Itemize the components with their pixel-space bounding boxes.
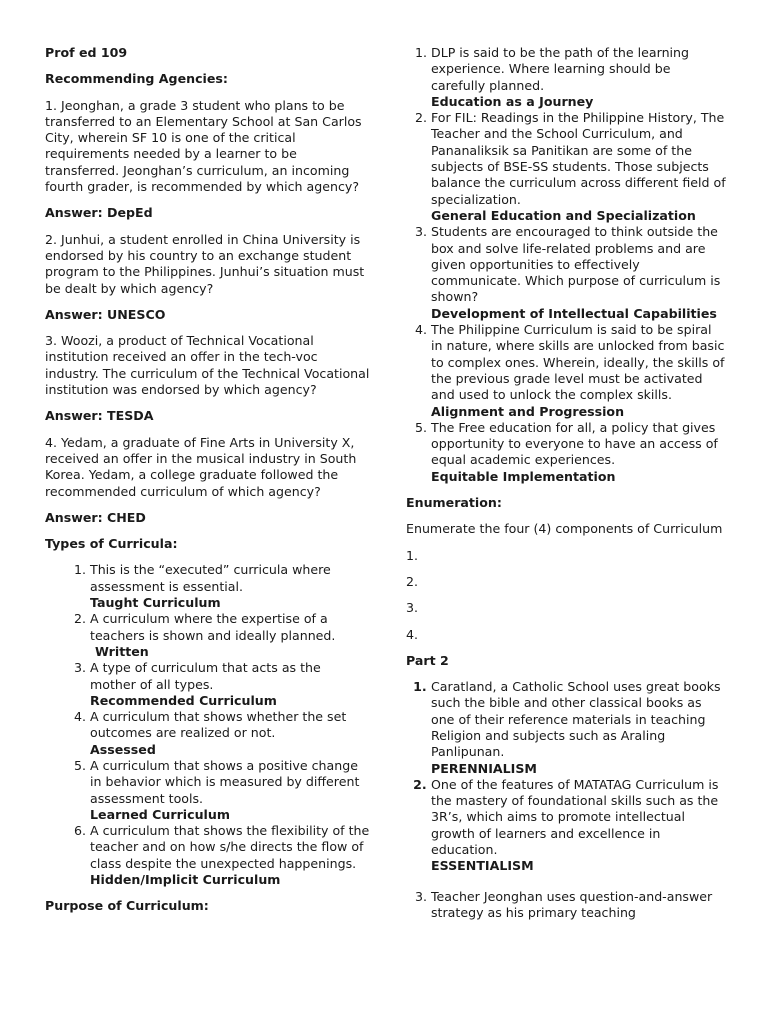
list-item: 2. One of the features of MATATAG Curriculum is the mastery of foundational skills such as the 3R’s, which aims to promote intellectual growth of learners and excellence in education. ESSENTIALISM	[431, 777, 726, 875]
question-4: 4. Yedam, a graduate of Fine Arts in University X, received an offer in the musical industry in South Korea. Yedam, a college graduate followed the recommended curriculum of which agency?	[45, 434, 357, 499]
types-list	[45, 562, 370, 888]
section-heading-types-of-curricula: Types of Curricula:	[45, 536, 178, 552]
list-item: 3. Teacher Jeonghan uses question-and-answer strategy as his primary teaching	[431, 889, 726, 922]
purposes-list	[386, 45, 726, 485]
right-column	[406, 45, 726, 931]
list-item: 4. A curriculum that shows whether the set outcomes are realized or not. Assessed	[90, 709, 370, 758]
list-item: 5. A curriculum that shows a positive change in behavior which is measured by different assessment tools. Learned Curriculum	[90, 758, 370, 823]
enumeration-item: 1.	[406, 547, 419, 563]
section-heading-recommending-agencies: Recommending Agencies:	[45, 71, 228, 87]
list-item: 1. DLP is said to be the path of the learning experience. Where learning should be carefully planned. Education as a Journey	[431, 45, 726, 110]
list-item: 1. This is the “executed” curricula where assessment is essential. Taught Curriculum	[90, 562, 370, 611]
enumeration-item: 3.	[406, 600, 419, 616]
list-item: 4. The Philippine Curriculum is said to be spiral in nature, where skills are unlocked from basic to complex ones. Wherein, ideally, the skills of the previous grade level must be activated and used to unlock the complex skills. Alignment and Progression	[431, 322, 726, 420]
section-heading-purpose-of-curriculum: Purpose of Curriculum:	[45, 898, 209, 914]
answer-1: Answer: DepEd	[45, 205, 153, 221]
section-heading-enumeration: Enumeration:	[406, 495, 502, 511]
list-item: 2. A curriculum where the expertise of a teachers is shown and ideally planned. Written	[90, 611, 370, 660]
question-1: 1. Jeonghan, a grade 3 student who plans to be transferred to an Elementary School at San Carlos City, wherein SF 10 is one of the critical requirements needed by a learner to be transferred. Jeonghan’s curriculum, an incoming fourth grader, is recommended by which agency?	[45, 97, 362, 195]
left-column	[45, 45, 370, 925]
list-item: 1. Caratland, a Catholic School uses great books such the bible and other classical books as one of their reference materials in teaching Religion and subjects such as Araling Panlipunan. PERENNIALISM	[431, 679, 726, 777]
list-item: 3. A type of curriculum that acts as the mother of all types. Recommended Curriculum	[90, 660, 370, 709]
list-item: 6. A curriculum that shows the flexibility of the teacher and on how s/he directs the flow of class despite the unexpected happenings. Hidden/Implicit Curriculum	[90, 823, 370, 888]
enumeration-prompt: Enumerate the four (4) components of Curriculum	[406, 521, 723, 537]
answer-4: Answer: CHED	[45, 509, 146, 525]
enumeration-item: 4.	[406, 626, 419, 642]
document-title: Prof ed 109	[45, 45, 128, 60]
answer-2: Answer: UNESCO	[45, 306, 166, 322]
enumeration-item: 2.	[406, 573, 419, 589]
answer-3: Answer: TESDA	[45, 408, 154, 424]
list-item: 3. Students are encouraged to think outside the box and solve life-related problems and are given opportunities to effectively communicate. Which purpose of curriculum is shown? Development of Intellectual Capabilities	[431, 224, 726, 322]
list-item: 5. The Free education for all, a policy that gives opportunity to everyone to have an access of equal academic experiences. Equitable Implementation	[431, 420, 726, 485]
part2-list-continued	[386, 889, 726, 922]
question-2: 2. Junhui, a student enrolled in China University is endorsed by his country to an exchange student program to the Philippines. Junhui’s situation must be dealt by which agency?	[45, 231, 365, 296]
part2-list	[386, 679, 726, 875]
section-heading-part-2: Part 2	[406, 652, 449, 668]
list-item: 2. For FIL: Readings in the Philippine History, The Teacher and the School Curriculum, and Pananaliksik sa Panitikan are some of the subjects of BSE-SS students. Those subjects balance the curriculum across different field of specialization. General Education and Specialization	[431, 110, 726, 224]
question-3: 3. Woozi, a product of Technical Vocational institution received an offer in the tech-voc industry. The curriculum of the Technical Vocational institution was endorsed by which agency?	[45, 333, 370, 398]
